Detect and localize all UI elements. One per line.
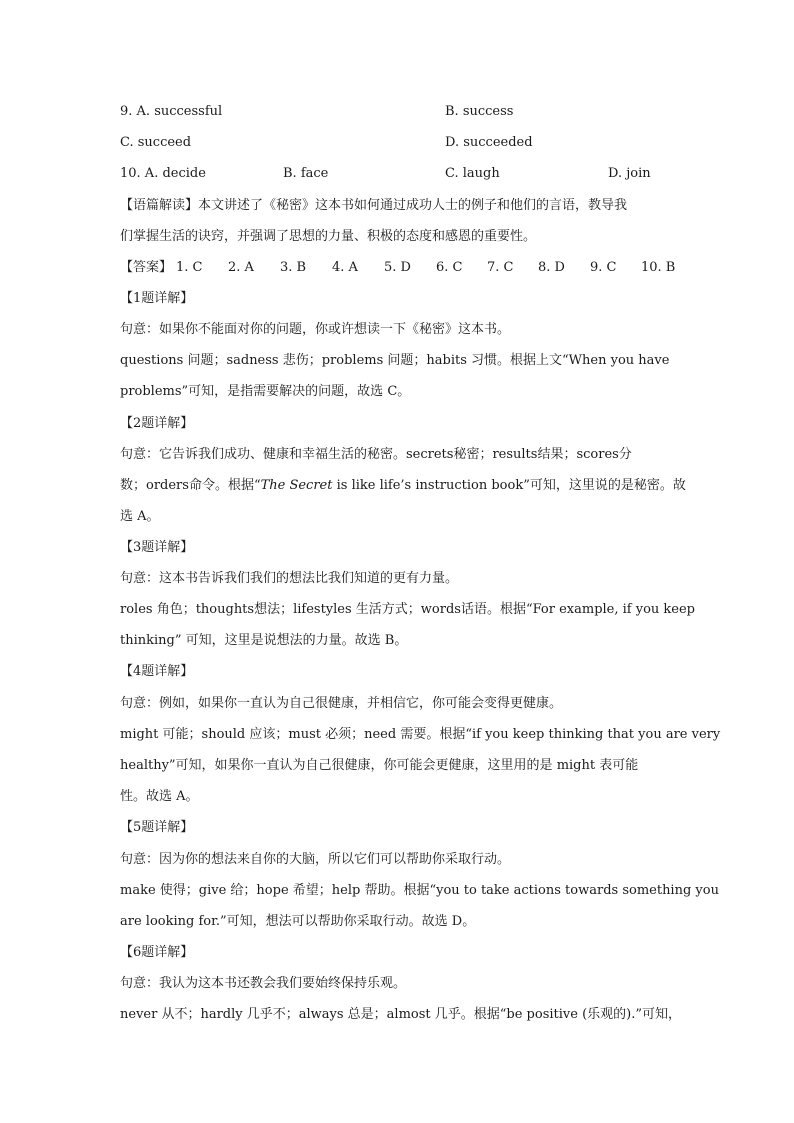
answer-item: 1. C <box>176 260 203 275</box>
q9-option-d: D. succeeded <box>445 135 533 150</box>
q6-explanation-line-1: never 从不；hardly 几乎不；always 总是；almost 几乎。根据“be positive (乐观的).”可知， <box>120 1007 682 1022</box>
q5-meaning: 句意：因为你的想法来自你的大脑，所以它们可以帮助你采取行动。 <box>120 852 511 867</box>
q10-option-a: 10. A. decide <box>120 166 206 181</box>
answer-item: 6. C <box>436 260 463 275</box>
q3-heading: 【3题详解】 <box>120 540 194 555</box>
q2-heading: 【2题详解】 <box>120 416 194 431</box>
q9-option-b: B. success <box>445 104 514 119</box>
q3-meaning: 句意：这本书告诉我们我们的想法比我们知道的更有力量。 <box>120 571 459 586</box>
q6-heading: 【6题详解】 <box>120 945 194 960</box>
answer-item: 8. D <box>538 260 565 275</box>
book-title: The Secret <box>260 478 333 493</box>
q2-line2-pre: 数；orders命令。根据“ <box>120 478 261 493</box>
q1-heading: 【1题详解】 <box>120 291 194 306</box>
q9-option-c: C. succeed <box>120 135 192 150</box>
q1-explanation-line-2: problems”可知，是指需要解决的问题，故选 C。 <box>120 384 411 399</box>
q10-option-c: C. laugh <box>445 166 500 181</box>
answer-item: 3. B <box>280 260 307 275</box>
answer-item: 10. B <box>641 260 676 275</box>
q10-option-b: B. face <box>283 166 329 181</box>
q5-heading: 【5题详解】 <box>120 820 194 835</box>
q3-explanation-line-2: thinking” 可知，这里是说想法的力量。故选 B。 <box>120 633 408 648</box>
q5-explanation-line-1: make 使得；give 给；hope 希望；help 帮助。根据“you to take actions towards something you <box>120 883 719 898</box>
answer-item: 4. A <box>332 260 358 275</box>
q5-explanation-line-2: are looking for.”可知，想法可以帮助你采取行动。故选 D。 <box>120 914 476 929</box>
q4-explanation-line-3: 性。故选 A。 <box>120 789 199 804</box>
q1-meaning: 句意：如果你不能面对你的问题，你或许想读一下《秘密》这本书。 <box>120 322 511 337</box>
q4-explanation-line-1: might 可能；should 应该；must 必须；need 需要。根据“if you keep thinking that you are very <box>120 727 721 742</box>
q6-meaning: 句意：我认为这本书还教会我们要始终保持乐观。 <box>120 976 407 991</box>
q4-meaning: 句意：例如，如果你一直认为自己很健康，并相信它，你可能会变得更健康。 <box>120 696 563 711</box>
q2-meaning: 句意：它告诉我们成功、健康和幸福生活的秘密。secrets秘密；results结果；scores分 <box>120 447 632 462</box>
summary-line-1: 【语篇解读】本文讲述了《秘密》这本书如何通过成功人士的例子和他们的言语，教导我 <box>120 198 628 213</box>
answer-item: 5. D <box>384 260 411 275</box>
q4-heading: 【4题详解】 <box>120 664 194 679</box>
answer-item: 9. C <box>590 260 617 275</box>
q4-explanation-line-2: healthy”可知，如果你一直认为自己很健康，你可能会更健康，这里用的是 might 表可能 <box>120 758 639 773</box>
answer-item: 2. A <box>228 260 254 275</box>
q3-explanation-line-1: roles 角色；thoughts想法；lifestyles 生活方式；words话语。根据“For example, if you keep <box>120 602 695 617</box>
answer-item: 7. C <box>487 260 514 275</box>
summary-line-2: 们掌握生活的诀窍，并强调了思想的力量、积极的态度和感恩的重要性。 <box>120 229 537 244</box>
q1-explanation-line-1: questions 问题；sadness 悲伤；problems 问题；habits 习惯。根据上文“When you have <box>120 353 670 368</box>
q2-line2-post: is like life’s instruction book”可知，这里说的是秘密。故 <box>332 478 686 493</box>
q10-option-d: D. join <box>608 166 651 181</box>
q9-option-a: 9. A. successful <box>120 104 223 119</box>
q2-explanation-line-2 <box>120 476 686 496</box>
answers-label: 【答案】 <box>120 260 173 275</box>
q2-explanation-line-3: 选 A。 <box>120 509 160 524</box>
